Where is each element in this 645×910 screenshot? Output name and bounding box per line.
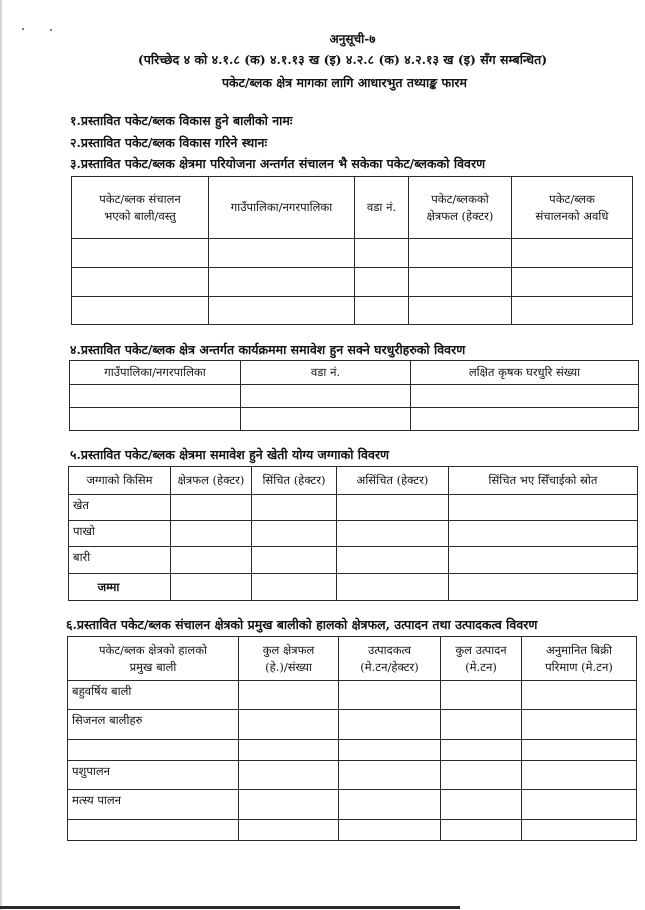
table-row	[72, 239, 633, 268]
input-cell[interactable]	[512, 239, 633, 268]
input-cell[interactable]	[239, 710, 339, 740]
column-header-text: सिंचित (हेक्टर)	[262, 473, 326, 488]
item-2-location: २.प्रस्तावित पकेट/ब्लक विकास गरिने स्थानः	[70, 135, 267, 150]
column-header-text: अनुमानित बिक्री	[546, 642, 612, 657]
row-label: सिजनल बालीहरु	[68, 710, 239, 740]
column-header-text: कुल उत्पादन	[455, 642, 507, 657]
table-header-row	[68, 637, 637, 681]
input-cell[interactable]	[337, 521, 449, 547]
input-cell[interactable]	[171, 547, 252, 574]
input-cell[interactable]	[409, 268, 512, 297]
item-1-crop-name: १.प्रस्तावित पकेट/ब्लक विकास हुने बालीको नामः	[70, 113, 293, 128]
input-cell[interactable]	[512, 268, 633, 297]
column-header-text: वडा नं.	[310, 365, 341, 380]
input-cell[interactable]	[171, 495, 252, 521]
table-row	[72, 268, 633, 297]
input-cell[interactable]	[409, 297, 512, 325]
column-header	[441, 637, 522, 681]
column-header	[449, 467, 638, 495]
column-header-text: उत्पादकत्व	[368, 642, 411, 657]
table-row	[68, 740, 637, 761]
input-cell[interactable]	[171, 574, 252, 601]
column-header-text: संचालनको अवधि	[535, 208, 609, 223]
input-cell[interactable]	[252, 547, 337, 574]
row-label: मत्स्य पालन	[68, 790, 239, 820]
column-header	[337, 467, 449, 495]
row-label: जम्मा	[69, 574, 171, 601]
input-cell[interactable]	[252, 574, 337, 601]
input-cell[interactable]	[522, 820, 637, 841]
input-cell[interactable]	[441, 710, 522, 740]
column-header-text: गाउँपालिका/नगरपालिका	[104, 365, 206, 380]
table-header-row	[72, 177, 633, 239]
input-cell[interactable]	[339, 790, 441, 820]
row-label: बारी	[69, 547, 171, 574]
column-header	[252, 467, 337, 495]
table-row	[72, 297, 633, 325]
input-cell[interactable]	[239, 790, 339, 820]
input-cell[interactable]	[441, 740, 522, 761]
input-cell[interactable]	[72, 268, 209, 297]
input-cell[interactable]	[522, 740, 637, 761]
input-cell[interactable]	[252, 521, 337, 547]
column-header-text: कुल क्षेत्रफल	[262, 642, 315, 657]
table-header-row	[70, 361, 639, 385]
table-households	[69, 360, 639, 431]
input-cell[interactable]	[449, 547, 638, 574]
input-cell[interactable]	[209, 239, 355, 268]
input-cell[interactable]	[239, 761, 339, 790]
input-cell[interactable]	[449, 495, 638, 521]
input-cell[interactable]	[411, 408, 639, 431]
column-header-text: (हे.)/संख्या	[265, 659, 312, 674]
item-4-heading: ४.प्रस्तावित पकेट/ब्लक क्षेत्र अन्तर्गत कार्यक्रममा समावेश हुन सक्ने घरधुरीहरुको विवरण	[70, 342, 466, 357]
input-cell[interactable]	[449, 521, 638, 547]
input-cell[interactable]	[241, 408, 411, 431]
table-header-row	[69, 467, 638, 495]
column-header-text: सिंचित भए सिँचाईको स्रोत	[488, 473, 598, 488]
table-row	[68, 790, 637, 820]
input-cell[interactable]	[522, 681, 637, 710]
column-header-text: पकेट/ब्लकको	[431, 191, 489, 206]
column-header-text: (मे.टन)	[465, 659, 497, 674]
column-header-text: लक्षित कृषक घरधुरि संख्या	[468, 365, 581, 380]
scan-edge-left	[0, 0, 2, 910]
input-cell[interactable]	[209, 297, 355, 325]
column-header	[209, 177, 355, 239]
input-cell[interactable]	[411, 385, 639, 408]
input-cell[interactable]	[337, 547, 449, 574]
scan-speck	[22, 28, 24, 30]
row-label: पाखो	[69, 521, 171, 547]
column-header	[72, 177, 209, 239]
input-cell[interactable]	[239, 681, 339, 710]
item-5-heading: ५.प्रस्तावित पकेट/ब्लक क्षेत्रमा समावेश हुने खेती योग्य जग्गाको विवरण	[70, 447, 390, 462]
column-header-text: परिमाण (मे.टन)	[545, 659, 613, 674]
column-header	[522, 637, 637, 681]
input-cell[interactable]	[409, 239, 512, 268]
column-header	[339, 637, 441, 681]
schedule-number: अनुसूची-७	[329, 32, 376, 46]
column-header-text: जग्गाको किसिम	[86, 473, 153, 488]
input-cell[interactable]	[522, 790, 637, 820]
column-header	[241, 361, 411, 385]
input-cell[interactable]	[339, 681, 441, 710]
column-header	[411, 361, 639, 385]
row-label: खेत	[69, 495, 171, 521]
input-cell[interactable]	[239, 820, 339, 841]
input-cell[interactable]	[171, 521, 252, 547]
column-header-text: प्रमुख बाली	[129, 659, 177, 674]
input-cell[interactable]	[339, 740, 441, 761]
table-cultivable-land	[68, 466, 638, 601]
input-cell[interactable]	[449, 574, 638, 601]
input-cell[interactable]	[441, 681, 522, 710]
column-header-text: पकेट/ब्लक क्षेत्रको हालको	[98, 642, 208, 657]
table-row	[68, 820, 637, 841]
table-row	[69, 574, 638, 601]
input-cell[interactable]	[68, 740, 239, 761]
column-header-text: गाउँपालिका/नगरपालिका	[230, 200, 333, 215]
input-cell[interactable]	[441, 761, 522, 790]
scan-edge-bottom	[0, 906, 460, 909]
input-cell[interactable]	[355, 297, 409, 325]
item-6-heading: ६.प्रस्तावित पकेट/ब्लक संचालन क्षेत्रको प्रमुख बालीको हालको क्षेत्रफल, उत्पादन तथा उत्पादकत्व विवरण	[66, 617, 538, 632]
form-title: पकेट/ब्लक क्षेत्र मागका लागि आधारभुत तथ्याङ्क फारम	[221, 75, 468, 90]
column-header-text: (मे.टन/हेक्टर)	[360, 659, 419, 674]
table-row	[69, 495, 638, 521]
table-row	[68, 761, 637, 790]
input-cell[interactable]	[337, 495, 449, 521]
input-cell[interactable]	[355, 268, 409, 297]
table-existing-pockets	[71, 176, 633, 325]
input-cell[interactable]	[337, 574, 449, 601]
input-cell[interactable]	[441, 820, 522, 841]
column-header-text: असिंचित (हेक्टर)	[356, 473, 429, 488]
column-header-text: क्षेत्रफल (हेक्टर)	[177, 473, 245, 488]
input-cell[interactable]	[355, 239, 409, 268]
input-cell[interactable]	[68, 820, 239, 841]
column-header	[69, 467, 171, 495]
item-3-heading: ३.प्रस्तावित पकेट/ब्लक क्षेत्रमा परियोजना अन्तर्गत संचालन भै सकेका पकेट/ब्लकको विवरण	[70, 156, 486, 171]
input-cell[interactable]	[441, 790, 522, 820]
input-cell[interactable]	[339, 820, 441, 841]
table-row	[68, 681, 637, 710]
column-header	[409, 177, 512, 239]
input-cell[interactable]	[239, 740, 339, 761]
table-major-crops	[67, 636, 637, 841]
table-row	[69, 521, 638, 547]
column-header	[171, 467, 252, 495]
input-cell[interactable]	[522, 710, 637, 740]
row-label: पशुपालन	[68, 761, 239, 790]
input-cell[interactable]	[72, 297, 209, 325]
column-header	[355, 177, 409, 239]
row-label: बहुवर्षिय बाली	[68, 681, 239, 710]
column-header-text: पकेट/ब्लक संचालन	[99, 191, 181, 206]
table-row	[68, 710, 637, 740]
column-header-text: भएको बाली/वस्तु	[104, 208, 176, 223]
input-cell[interactable]	[70, 408, 241, 431]
input-cell[interactable]	[209, 268, 355, 297]
column-header	[239, 637, 339, 681]
column-header	[68, 637, 239, 681]
input-cell[interactable]	[72, 239, 209, 268]
input-cell[interactable]	[252, 495, 337, 521]
column-header	[512, 177, 633, 239]
input-cell[interactable]	[522, 761, 637, 790]
input-cell[interactable]	[70, 385, 241, 408]
column-header	[70, 361, 241, 385]
table-row	[70, 408, 639, 431]
column-header-text: क्षेत्रफल (हेक्टर)	[426, 208, 494, 223]
chapter-reference: (परिच्छेद ४ को ४.१.८ (क) ४.१.१३ ख (इ) ४.२.८ (क) ४.२.१३ ख (इ) सँग सम्बन्धित)	[137, 52, 548, 67]
column-header-text: पकेट/ब्लक	[549, 191, 595, 206]
input-cell[interactable]	[512, 297, 633, 325]
table-row	[69, 547, 638, 574]
input-cell[interactable]	[339, 761, 441, 790]
table-row	[70, 385, 639, 408]
column-header-text: वडा नं.	[366, 200, 397, 215]
input-cell[interactable]	[241, 385, 411, 408]
input-cell[interactable]	[339, 710, 441, 740]
